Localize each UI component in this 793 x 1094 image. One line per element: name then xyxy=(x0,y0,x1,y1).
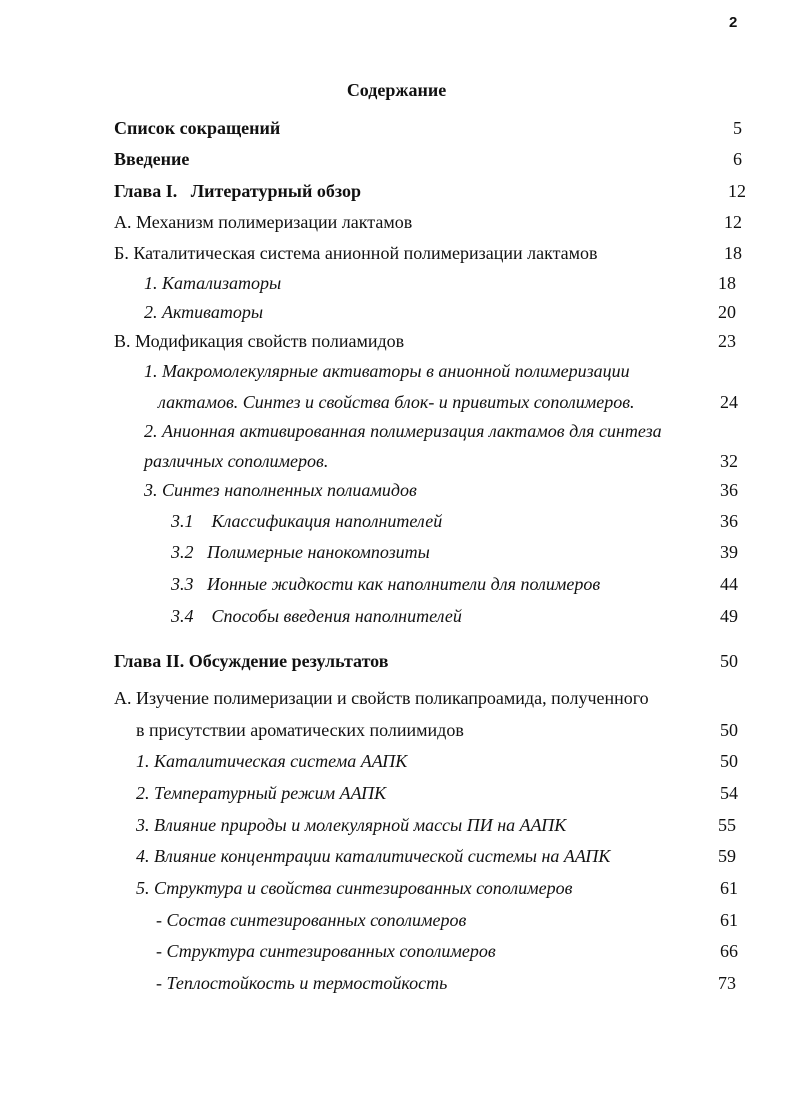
toc-entry-macro-activators-cont: лактамов. Синтез и свойства блок- и привитых сополимеров. xyxy=(158,392,635,412)
toc-page-catalysts: 18 xyxy=(718,273,736,293)
page-number: 2 xyxy=(729,14,738,31)
toc-page-activators: 20 xyxy=(718,302,736,322)
toc-entry-aapk-catalytic: 1. Каталитическая система ААПК xyxy=(136,751,408,771)
toc-page-section-v: 23 xyxy=(718,331,736,351)
toc-number-3-3: 3.3 xyxy=(171,574,194,594)
toc-page-3-3: 44 xyxy=(720,574,738,594)
toc-entry-section-v: В. Модификация свойств полиамидов xyxy=(114,331,405,351)
toc-entry-abbreviations: Список сокращений xyxy=(114,118,281,138)
toc-page-structure-properties: 61 xyxy=(720,878,738,898)
toc-entry-activators: 2. Активаторы xyxy=(144,302,264,322)
toc-page-macro-activators: 24 xyxy=(720,392,738,412)
toc-number-3-1: 3.1 xyxy=(171,511,194,531)
toc-page-abbreviations: 5 xyxy=(733,118,742,138)
toc-text-3-1: Классификация наполнителей xyxy=(211,511,443,531)
toc-entry-chapter-2: Глава II. Обсуждение результатов xyxy=(114,651,389,671)
toc-entry-chapter-1: Глава I. Литературный обзор xyxy=(114,181,361,201)
toc-page-3-1: 36 xyxy=(720,511,738,531)
toc-page-structure: 66 xyxy=(720,941,738,961)
toc-page-section-b: 18 xyxy=(724,243,742,263)
toc-number-3-4: 3.4 xyxy=(171,606,194,626)
toc-page-pi-influence: 55 xyxy=(718,815,736,835)
toc-page-chapter-2: 50 xyxy=(720,651,738,671)
toc-entry-filled-polyamides: 3. Синтез наполненных полиамидов xyxy=(144,480,417,500)
toc-entry-concentration: 4. Влияние концентрации каталитической системы на ААПК xyxy=(136,846,611,866)
toc-page-aapk-catalytic: 50 xyxy=(720,751,738,771)
toc-page-chapter-1: 12 xyxy=(728,181,746,201)
page-title: Содержание xyxy=(346,80,447,100)
toc-page-anionic-polymerization: 32 xyxy=(720,451,738,471)
toc-page-section-a: 12 xyxy=(724,212,742,232)
toc-entry-pi-influence: 3. Влияние природы и молекулярной массы ПИ на ААПК xyxy=(136,815,567,835)
toc-entry-catalysts: 1. Катализаторы xyxy=(144,273,282,293)
toc-number-3-2: 3.2 xyxy=(171,542,194,562)
toc-entry-macro-activators: 1. Макромолекулярные активаторы в анионной полимеризации xyxy=(144,361,630,381)
toc-text-3-3: Ионные жидкости как наполнители для полимеров xyxy=(207,574,601,594)
toc-text-3-2: Полимерные нанокомпозиты xyxy=(207,542,430,562)
toc-text-3-4: Способы введения наполнителей xyxy=(211,606,462,626)
toc-page-heat-resistance: 73 xyxy=(718,973,736,993)
toc-page-composition: 61 xyxy=(720,910,738,930)
toc-page-introduction: 6 xyxy=(733,149,742,169)
toc-entry-anionic-polymerization: 2. Анионная активированная полимеризация лактамов для синтеза xyxy=(144,421,662,441)
toc-entry-introduction: Введение xyxy=(114,149,190,169)
toc-entry-3-3 xyxy=(171,573,600,595)
toc-page-3-2: 39 xyxy=(720,542,738,562)
toc-entry-3-2 xyxy=(171,541,430,563)
toc-entry-structure: - Структура синтезированных сополимеров xyxy=(156,941,496,961)
toc-entry-composition: - Состав синтезированных сополимеров xyxy=(156,910,467,930)
toc-entry-structure-properties: 5. Структура и свойства синтезированных сополимеров xyxy=(136,878,573,898)
toc-page-3-4: 49 xyxy=(720,606,738,626)
toc-page-ch2-section-a: 50 xyxy=(720,720,738,740)
toc-entry-section-a: А. Механизм полимеризации лактамов xyxy=(114,212,413,232)
toc-entry-ch2-section-a-cont: в присутствии ароматических полиимидов xyxy=(136,720,464,740)
toc-page-aapk-temperature: 54 xyxy=(720,783,738,803)
toc-entry-ch2-section-a: А. Изучение полимеризации и свойств поликапроамида, полученного xyxy=(114,688,649,708)
toc-entry-heat-resistance: - Теплостойкость и термостойкость xyxy=(156,973,448,993)
toc-entry-section-b: Б. Каталитическая система анионной полимеризации лактамов xyxy=(114,243,598,263)
toc-entry-anionic-polymerization-cont: различных сополимеров. xyxy=(144,451,329,471)
toc-entry-3-1 xyxy=(171,510,442,532)
toc-entry-aapk-temperature: 2. Температурный режим ААПК xyxy=(136,783,387,803)
toc-page-filled-polyamides: 36 xyxy=(720,480,738,500)
toc-entry-3-4 xyxy=(171,605,462,627)
toc-page-concentration: 59 xyxy=(718,846,736,866)
